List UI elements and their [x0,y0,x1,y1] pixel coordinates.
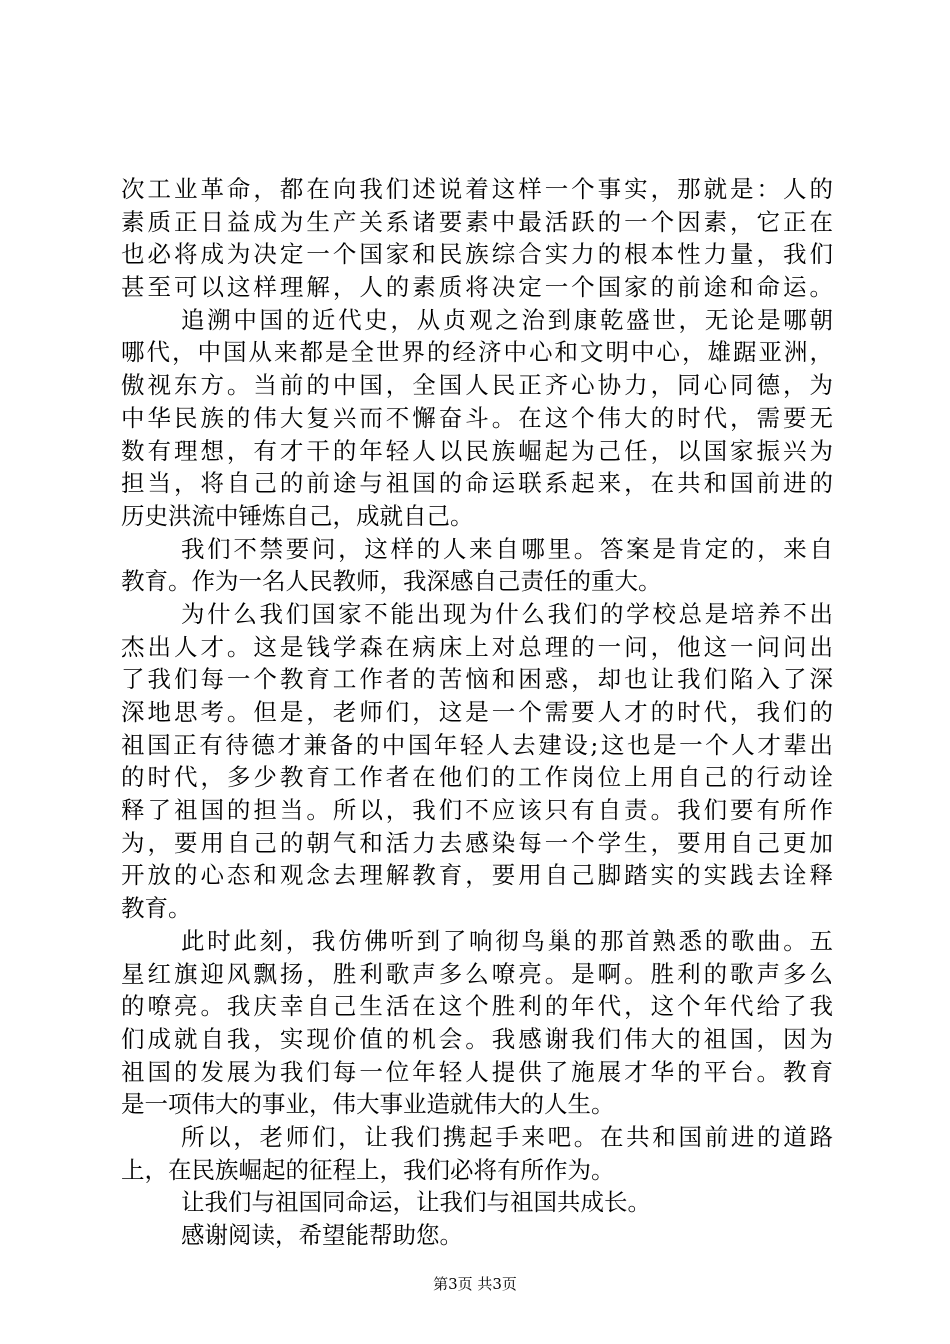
text-line: 此时此刻，我仿佛听到了响彻鸟巢的那首熟悉的歌曲。五 [181,926,833,955]
document-body [121,173,833,1252]
text-line: 哪代，中国从来都是全世界的经济中心和文明中心，雄踞亚洲， [121,338,833,367]
text-line: 数有理想，有才干的年轻人以民族崛起为己任，以国家振兴为 [121,436,833,465]
text-line: 星红旗迎风飘扬，胜利歌声多么嘹亮。是啊。胜利的歌声多么 [121,959,833,988]
text-line: 中华民族的伟大复兴而不懈奋斗。在这个伟大的时代，需要无 [121,403,833,432]
text-line: 祖国正有待德才兼备的中国年轻人去建设;这也是一个人才辈出 [121,730,833,759]
text-line: 历史洪流中锤炼自己，成就自己。 [121,501,474,530]
text-line: 次工业革命，都在向我们述说着这样一个事实，那就是：人的 [121,175,833,203]
text-line: 傲视东方。当前的中国，全国人民正齐心协力，同心同德，为 [121,371,833,400]
text-line: 的嘹亮。我庆幸自己生活在这个胜利的年代，这个年代给了我 [121,992,833,1021]
text-line: 追溯中国的近代史，从贞观之治到康乾盛世，无论是哪朝 [181,305,833,334]
text-line: 素质正日益成为生产关系诸要素中最活跃的一个因素，它正在 [121,207,833,236]
text-line: 杰出人才。这是钱学森在病床上对总理的一问，他这一问问出 [121,632,833,661]
text-line: 们成就自我，实现价值的机会。我感谢我们伟大的祖国，因为 [121,1024,833,1053]
text-line: 让我们与祖国同命运，让我们与祖国共成长。 [181,1188,651,1217]
text-line: 了我们每一个教育工作者的苦恼和困惑，却也让我们陷入了深 [121,665,833,694]
text-line: 的时代，多少教育工作者在他们的工作岗位上用自己的行动诠 [121,763,833,792]
page-footer: 第3页 共3页 [433,1275,517,1293]
text-line: 教育。 [121,894,192,923]
text-line: 上，在民族崛起的征程上，我们必将有所作为。 [121,1155,615,1184]
text-line: 也必将成为决定一个国家和民族综合实力的根本性力量，我们 [121,240,833,269]
text-line: 开放的心态和观念去理解教育，要用自己脚踏实的实践去诠释 [121,861,833,890]
text-line: 担当，将自己的前途与祖国的命运联系起来，在共和国前进的 [121,469,833,498]
text-line: 释了祖国的担当。所以，我们不应该只有自责。我们要有所作 [121,796,833,825]
text-line: 为什么我们国家不能出现为什么我们的学校总是培养不出 [181,599,833,628]
text-line: 是一项伟大的事业，伟大事业造就伟大的人生。 [121,1090,615,1119]
text-line: 所以，老师们，让我们携起手来吧。在共和国前进的道路 [181,1122,833,1151]
text-line: 感谢阅读，希望能帮助您。 [181,1221,463,1249]
text-line: 深地思考。但是，老师们，这是一个需要人才的时代，我们的 [121,698,833,726]
text-line: 祖国的发展为我们每一位年轻人提供了施展才华的平台。教育 [121,1057,833,1086]
text-line: 甚至可以这样理解，人的素质将决定一个国家的前途和命运。 [121,273,833,302]
text-line: 教育。作为一名人民教师，我深感自己责任的重大。 [121,567,662,596]
text-line: 我们不禁要问，这样的人来自哪里。答案是肯定的，来自 [181,534,833,563]
text-line: 为，要用自己的朝气和活力去感染每一个学生，要用自己更加 [121,828,833,857]
